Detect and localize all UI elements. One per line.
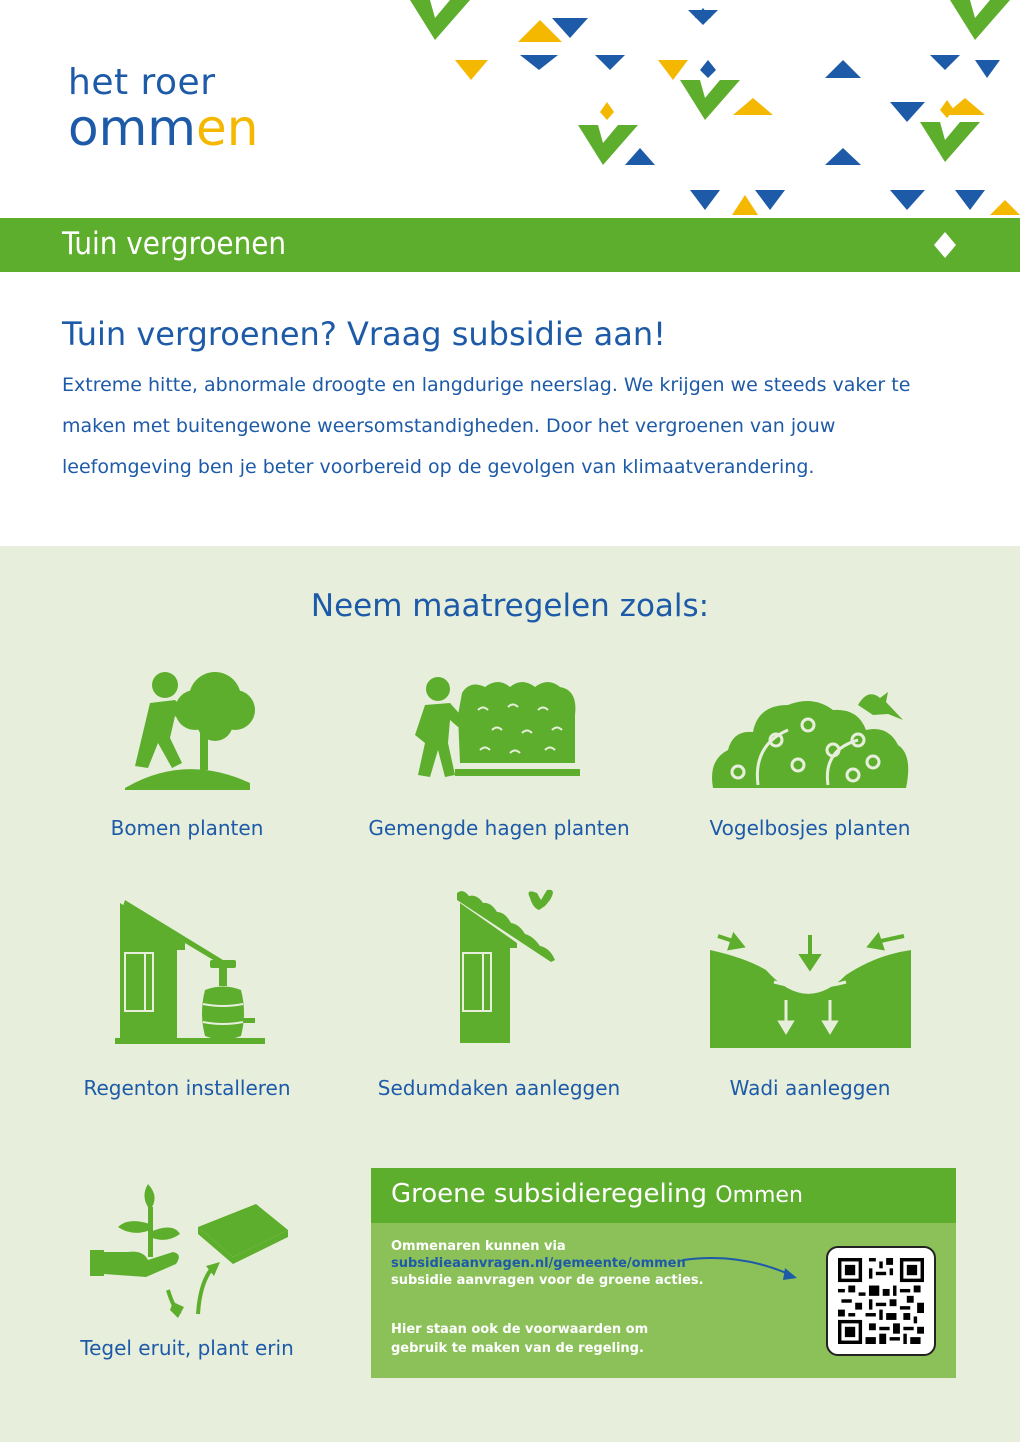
arrow-icon — [681, 1248, 801, 1288]
label-regenton: Regenton installeren — [83, 1076, 291, 1100]
label-vogelbosjes: Vogelbosjes planten — [709, 816, 911, 840]
qr-code[interactable] — [826, 1246, 936, 1356]
logo-m: m — [147, 99, 197, 157]
bird-bushes-icon — [708, 680, 913, 792]
subsidy-title-small: Ommen — [715, 1183, 803, 1208]
subsidy-text-before: Ommenaren kunnen via — [391, 1239, 566, 1254]
title-band — [0, 218, 1020, 272]
logo — [68, 62, 308, 162]
subsidy-box — [371, 1168, 956, 1378]
wadi-icon — [706, 920, 914, 1050]
logo-line1: het roer — [68, 62, 216, 103]
band-title: Tuin vergroenen — [62, 226, 287, 262]
tile-out-plant-in-icon — [88, 1182, 293, 1322]
subsidy-conditions-text: Hier staan ook de voorwaarden om gebruik te maken van de regeling. — [391, 1322, 649, 1356]
intro-heading: Tuin vergroenen? Vraag subsidie aan! — [62, 315, 666, 353]
label-wadi: Wadi aanleggen — [729, 1076, 891, 1100]
logo-om: om — [68, 99, 148, 157]
diamond-icon — [930, 230, 960, 260]
label-tegel-eruit: Tegel eruit, plant erin — [80, 1336, 294, 1360]
label-gemengde-hagen: Gemengde hagen planten — [368, 816, 630, 840]
measures-heading: Neem maatregelen zoals: — [310, 588, 710, 624]
tree-planting-icon — [120, 658, 255, 793]
qr-code-icon — [838, 1258, 924, 1344]
hedge-planting-icon — [410, 675, 580, 785]
subsidy-header — [371, 1168, 956, 1223]
subsidy-title-main: Groene subsidieregeling — [391, 1179, 707, 1209]
logo-en: en — [196, 99, 259, 157]
logo-line2 — [68, 98, 258, 158]
sedum-roof-icon — [455, 888, 565, 1048]
subsidy-link[interactable]: subsidieaanvragen.nl/gemeente/ommen — [391, 1256, 686, 1271]
subsidy-text-after: subsidie aanvragen voor de groene acties. — [391, 1273, 704, 1288]
intro-text: Extreme hitte, abnormale droogte en langdurige neerslag. We krijgen we steeds vaker te maken met buitengewone weersomstandigheden. Door het vergroenen van jouw leefomgeving ben je beter voorbereid op de gevolgen van klimaatverandering. — [62, 374, 911, 478]
triangle-pattern — [400, 0, 1020, 218]
subsidy-title — [391, 1179, 803, 1209]
rain-barrel-icon — [115, 898, 270, 1048]
subsidy-text — [391, 1238, 721, 1289]
label-sedumdaken: Sedumdaken aanleggen — [377, 1076, 621, 1100]
label-bomen-planten: Bomen planten — [110, 816, 264, 840]
